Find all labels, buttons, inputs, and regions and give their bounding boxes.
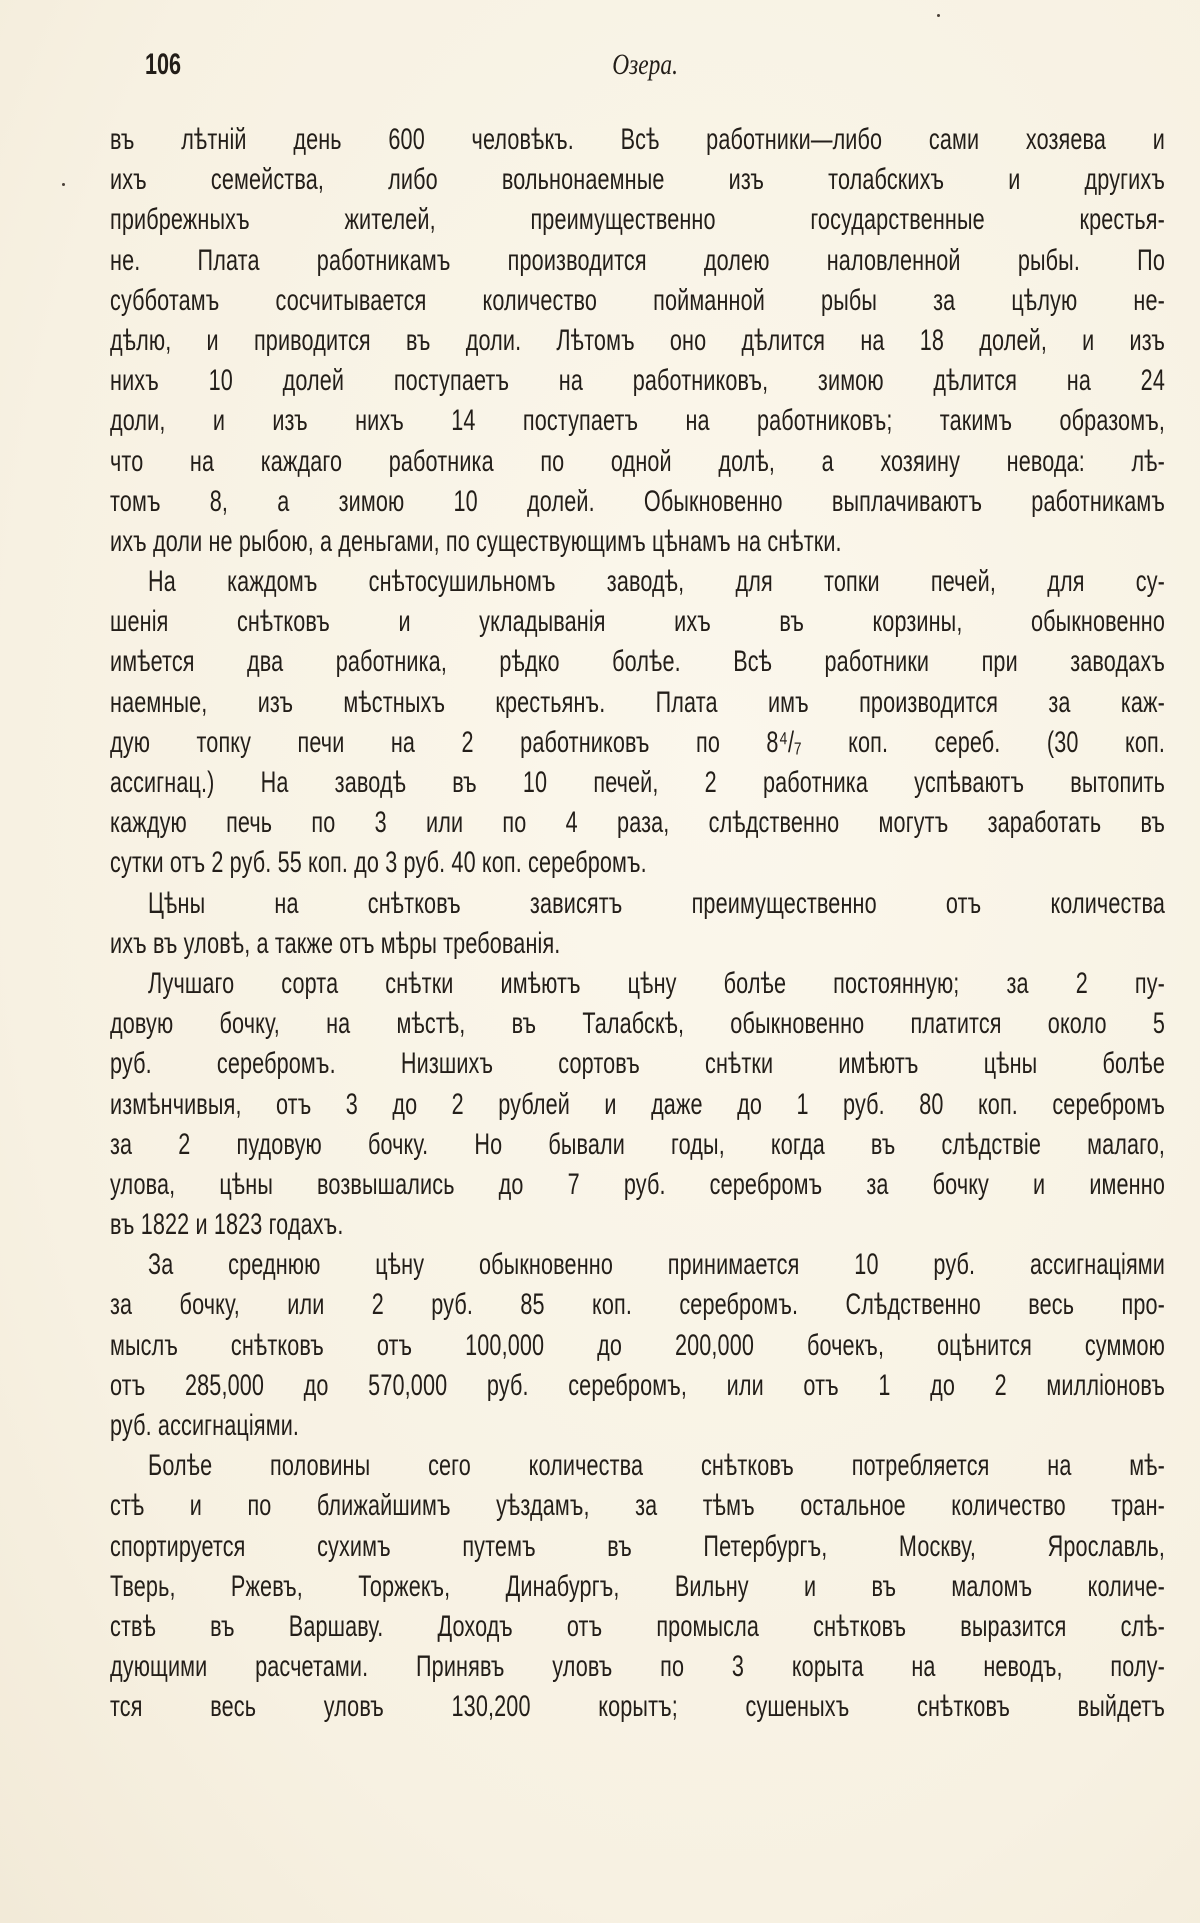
text-line — [110, 120, 1165, 160]
text-line — [110, 160, 1165, 200]
text-line-content: руб. серебромъ. Низшихъ сортовъ снѣтки имѣютъ цѣны болѣе — [110, 1047, 1165, 1081]
text-line — [110, 1567, 1165, 1607]
text-line-content: За среднюю цѣну обыкновенно принимается 10 руб. ассигнаціями — [148, 1248, 1165, 1282]
text-line-content: въ лѣтній день 600 человѣкъ. Всѣ работники—либо сами хозяева и — [110, 123, 1165, 156]
text-line — [110, 1607, 1165, 1647]
running-title-text: Озера. — [612, 48, 678, 81]
text-line — [110, 1285, 1165, 1325]
text-line-content: въ 1822 и 1823 годахъ. — [110, 1208, 344, 1242]
text-line-content: что на каждаго работника по одной долѣ, а хозяину невода: лѣ- — [110, 444, 1165, 478]
text-line-content: дующими расчетами. Принявъ уловъ по 3 корыта на неводъ, полу- — [110, 1650, 1165, 1684]
text-line — [110, 442, 1165, 482]
page-number: 106 — [145, 48, 182, 81]
text-line-content: Лучшаго сорта снѣтки имѣютъ цѣну болѣе постоянную; за 2 пу- — [148, 966, 1165, 1000]
text-line — [110, 281, 1165, 321]
text-line — [110, 321, 1165, 361]
text-line — [110, 1085, 1165, 1125]
text-line — [110, 1205, 1165, 1245]
text-line-content: наемные, изъ мѣстныхъ крестьянъ. Плата имъ производится за каж- — [110, 685, 1165, 719]
text-line-content: ихъ въ уловѣ, а также отъ мѣры требованія. — [110, 926, 561, 960]
text-line-content: измѣнчивыя, отъ 3 до 2 рублей и даже до 1 руб. 80 коп. серебромъ — [110, 1087, 1165, 1121]
running-title — [145, 48, 1145, 82]
text-line-content: ассигнац.) На заводѣ въ 10 печей, 2 работника успѣваютъ вытопить — [110, 766, 1165, 799]
text-line — [110, 843, 1165, 883]
text-line-content: за бочку, или 2 руб. 85 коп. серебромъ. Слѣдственно весь про- — [110, 1288, 1165, 1322]
paragraph-first-line — [110, 964, 1165, 1004]
text-line-content: стѣ и по ближайшимъ уѣздамъ, за тѣмъ остальное количество тран- — [110, 1489, 1165, 1523]
text-line-content: имѣется два работника, рѣдко болѣе. Всѣ работники при заводахъ — [110, 645, 1165, 679]
text-line — [110, 401, 1165, 441]
text-line-content: нихъ 10 долей поступаетъ на работниковъ, зимою дѣлится на 24 — [110, 364, 1165, 398]
text-line-content: тся весь уловъ 130,200 корытъ; сушеныхъ снѣтковъ выйдетъ — [110, 1690, 1165, 1724]
text-line — [110, 1044, 1165, 1084]
text-line — [110, 361, 1165, 401]
body-text — [110, 120, 1165, 1728]
text-line-content: ихъ семейства, либо вольнонаемные изъ толабскихъ и другихъ — [110, 163, 1165, 197]
text-line-content: томъ 8, а зимою 10 долей. Обыкновенно выплачиваютъ работникамъ — [110, 484, 1165, 518]
paragraph-first-line — [110, 562, 1165, 602]
text-line-content: каждую печь по 3 или по 4 раза, слѣдственно могутъ заработать въ — [110, 806, 1165, 840]
text-line — [110, 1647, 1165, 1687]
ink-speck — [62, 183, 65, 186]
text-line-content: спортируется сухимъ путемъ въ Петербургъ, Москву, Ярославль, — [110, 1529, 1165, 1563]
text-line-content: прибрежныхъ жителей, преимущественно государственные крестья- — [110, 203, 1165, 237]
text-line — [110, 1687, 1165, 1727]
text-line — [110, 683, 1165, 723]
text-line — [110, 1004, 1165, 1044]
text-line — [110, 1527, 1165, 1567]
text-line — [110, 803, 1165, 843]
text-line — [110, 1326, 1165, 1366]
text-line — [110, 1366, 1165, 1406]
text-line-content: Тверь, Ржевъ, Торжекъ, Динабургъ, Вильну и въ маломъ количе- — [110, 1569, 1165, 1603]
text-line — [110, 1125, 1165, 1165]
text-line-content: шенія снѣтковъ и укладыванія ихъ въ корзины, обыкновенно — [110, 605, 1165, 639]
text-line — [110, 522, 1165, 562]
text-line — [110, 241, 1165, 281]
text-line-content: мыслъ снѣтковъ отъ 100,000 до 200,000 бочекъ, оцѣнится суммою — [110, 1328, 1165, 1362]
page-header — [145, 48, 1145, 88]
text-line-content: не. Плата работникамъ производится долею наловленной рыбы. По — [110, 243, 1165, 277]
text-line-content: дую топку печи на 2 работниковъ по 8⁴/₇ коп. сереб. (30 коп. — [110, 725, 1165, 759]
text-line-content: улова, цѣны возвышались до 7 руб. серебромъ за бочку и именно — [110, 1167, 1165, 1201]
text-line-content: довую бочку, на мѣстѣ, въ Талабскѣ, обыкновенно платится около 5 — [110, 1007, 1165, 1041]
text-line-content: за 2 пудовую бочку. Но бывали годы, когда въ слѣдствіе малаго, — [110, 1127, 1165, 1161]
text-line-content: Цѣны на снѣтковъ зависятъ преимущественно отъ количества — [148, 886, 1165, 920]
text-line-content: ствѣ въ Варшаву. Доходъ отъ промысла снѣтковъ выразится слѣ- — [110, 1609, 1165, 1643]
text-line — [110, 763, 1165, 803]
text-line-content: Болѣе половины сего количества снѣтковъ потребляется на мѣ- — [148, 1449, 1165, 1483]
paragraph-first-line — [110, 884, 1165, 924]
text-line-content: отъ 285,000 до 570,000 руб. серебромъ, или отъ 1 до 2 милліоновъ — [110, 1368, 1165, 1402]
text-line-content: На каждомъ снѣтосушильномъ заводѣ, для топки печей, для су- — [148, 565, 1165, 599]
text-line-content: доли, и изъ нихъ 14 поступаетъ на работниковъ; такимъ образомъ, — [110, 404, 1165, 438]
text-line — [110, 1165, 1165, 1205]
text-line — [110, 642, 1165, 682]
text-line-content: дѣлю, и приводится въ доли. Лѣтомъ оно дѣлится на 18 долей, и изъ — [110, 323, 1165, 357]
text-line — [110, 723, 1165, 763]
text-line — [110, 602, 1165, 642]
text-line — [110, 1486, 1165, 1526]
text-line — [110, 482, 1165, 522]
text-line — [110, 1406, 1165, 1446]
paragraph-first-line — [110, 1446, 1165, 1486]
text-line-content: ихъ доли не рыбою, а деньгами, по существующимъ цѣнамъ на снѣтки. — [110, 524, 842, 558]
text-line-content: руб. ассигнаціями. — [110, 1409, 300, 1442]
text-line — [110, 924, 1165, 964]
text-line-content: сутки отъ 2 руб. 55 коп. до 3 руб. 40 коп. серебромъ. — [110, 846, 647, 880]
text-line-content: субботамъ сосчитывается количество пойманной рыбы за цѣлую не- — [110, 283, 1165, 317]
paragraph-first-line — [110, 1245, 1165, 1285]
text-line — [110, 200, 1165, 240]
ink-speck — [937, 14, 940, 17]
